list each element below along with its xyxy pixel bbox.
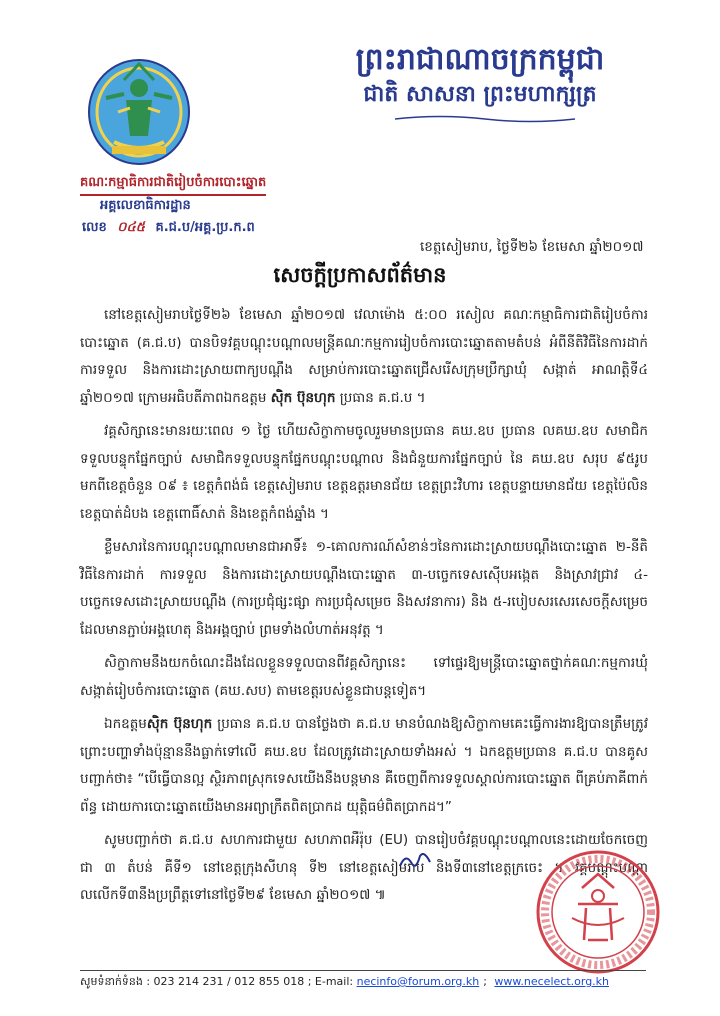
signature-mark: [396, 848, 436, 872]
paragraph-5: [80, 711, 648, 821]
paragraph-5-start: ឯកឧត្តម: [104, 716, 147, 732]
paragraph-1-end: ប្រធាន គ.ជ.ប ។: [335, 389, 426, 406]
document-title: សេចក្តីប្រកាសព័ត៌មាន: [273, 262, 447, 287]
document-body: [80, 302, 648, 916]
national-motto: ជាតិ សាសនា ព្រះមហាក្សត្រ: [363, 81, 597, 107]
paragraph-4: សិក្ខាកាមនឹងយកចំណេះដឹងដែលខ្លួនទទួលបានពីវគ្គសិក្សានេះ ទៅផ្ទេរឱ្យមន្ត្រីបោះឆ្នោតថ្នាក់គណៈកម្មការឃុំ សង្កាត់រៀបចំការបោះឆ្នោត (គឃ.សប) តាមខេត្តរបស់ខ្លួនជាបន្តទៀត។: [80, 655, 648, 699]
footer-contact: សូមទំនាក់ទំនង : 023 214 231 / 012 855 018 ; E-mail: necinfo@forum.org.kh ; www.necelect.org.kh: [80, 975, 610, 988]
president-name: ស៊ិក ប៊ុនហុក: [146, 716, 213, 732]
footer-divider: [80, 970, 646, 971]
email-link[interactable]: necinfo@forum.org.kh: [356, 975, 480, 988]
reference-number: ០៤៥: [117, 220, 145, 235]
paragraph-6: សូមបញ្ជាក់ថា គ.ជ.ប សហការជាមួយ សហភាពអឺរ៉ុប (EU) បានរៀបចំវគ្គបណ្តុះបណ្តាលនេះដោយចែកចេញជា ៣ តំបន់ គឺទី១ នៅខេត្តក្រុងសីហនុ ទី២ នៅខេត្តសៀមរាប និងទី៣នៅខេត្តក្រចេះ ។ វគ្គបណ្តុះបណ្តាលលើកទី៣នឹងប្រព្រឹត្តទៅនៅថ្ងៃទី២៩ ខែមេសា ឆ្នាំ២០១៧ ៕: [80, 832, 648, 903]
paragraph-5-text: ប្រធាន គ.ជ.ប បានថ្លែងថា គ.ជ.ប មានបំណងឱ្យសិក្ខាកាមគេះធ្វើការងារឱ្យបានត្រឹមត្រូវព្រោះបញ្ហាទាំងប៉ុន្មាននឹងធ្លាក់ទៅលើ គឃ.ឧប ដែលត្រូវដោះស្រាយទាំងអស់ ។ ឯកឧត្តមប្រធាន គ.ជ.ប បានគូសបញ្ជាក់ថា៖ “បើធ្វើបានល្អ ស្ថិរភាពស្រុកទេសយើងនឹងបន្តមាន គឺចេញពីការទទួលស្គាល់ការបោះឆ្នោត ពីគ្រប់ភាគីពាក់ព័ន្ធ ដោយការបោះឆ្នោតយើងមានអព្យាក្រឹតពិតប្រាកដ យុត្តិធម៌ពិតប្រាកដ។”: [80, 716, 649, 815]
official-seal-stamp: [532, 848, 664, 976]
website-link[interactable]: www.necelect.org.kh: [494, 975, 610, 988]
nec-logo: [84, 50, 194, 170]
paragraph-1-text: នៅខេត្តសៀមរាបថ្ងៃទី២៦ ខែមេសា ឆ្នាំ២០១៧ វេលាម៉ោង ៥:០០ រសៀល គណៈកម្មាធិការជាតិរៀបចំការបោះឆ្នោត (គ.ជ.ប) បានបិទវគ្គបណ្តុះបណ្តាលមន្ត្រីគណៈកម្មការរៀបចំការបោះឆ្នោតតាមតំបន់ អំពីនីតិវិធីនៃការដាក់ ការទទួល និងការដោះស្រាយពាក្យបណ្តឹង សម្រាប់ការបោះឆ្នោតជ្រើសរើសក្រុមប្រឹក្សាឃុំ សង្កាត់ អាណត្តិទី៤ ឆ្នាំ២០១៧ ក្រោមអធិបតីភាពឯកឧត្តម: [80, 307, 648, 406]
kingdom-title: ព្រះរាជាណាចក្រកម្ពុជា: [355, 42, 605, 77]
reference-label: លេខ: [82, 220, 107, 235]
paragraph-1: [80, 302, 648, 412]
secretariat-name: អគ្គលេខាធិការដ្ឋាន: [100, 198, 191, 213]
ornament-divider: [395, 114, 575, 124]
paragraph-3: ខ្លឹមសារនៃការបណ្តុះបណ្តាលមានជាអាទិ៍៖ ១-គោលការណ៍សំខាន់ៗនៃការដោះស្រាយបណ្តឹងបោះឆ្នោត ២-នីតិវិធីនៃការដាក់ ការទទួល និងការដោះស្រាយបណ្តឹងបោះឆ្នោត ៣-បច្ចេកទេសស៊ើបអង្កេត និងស្រាវជ្រាវ ៤-បច្ចេកទេសដោះស្រាយបណ្តឹង (ការប្រជុំផ្សះផ្សា ការប្រជុំសម្រេច និងសវនាការ) និង ៥-របៀបសរសេរសេចក្តីសម្រេច ដែលមានភ្ជាប់អង្គហេតុ និងអង្គច្បាប់ ព្រមទាំងលំហាត់អនុវត្ត ។: [80, 539, 648, 638]
date-line: ខេត្តសៀមរាប, ថ្ងៃទី២៦ ខែមេសា ឆ្នាំ២០១៧: [420, 239, 644, 255]
reference-suffix: គ.ជ.ប/អគ្គ.ប្រ.ក.ព: [155, 220, 255, 235]
reference-line: [82, 219, 255, 238]
committee-name: គណៈកម្មាធិការជាតិរៀបចំការបោះឆ្នោត: [80, 174, 266, 196]
contact-label: សូមទំនាក់ទំនង : 023 214 231 / 012 855 018 ; E-mail:: [80, 975, 354, 988]
president-name: ស៊ិក ប៊ុនហុក: [270, 389, 336, 406]
paragraph-2: វគ្គសិក្សានេះមានរយៈពេល ១ ថ្ងៃ ហើយសិក្ខាកាមចូលរួមមានប្រធាន គឃ.ឧប ប្រធាន លគឃ.ឧប សមាជិកទទួលបន្ទុកផ្នែកច្បាប់ សមាជិកទទួលបន្ទុកផ្នែកបណ្តុះបណ្តាល និងជំនួយការផ្នែកច្បាប់ នៃ គឃ.ឧប សរុប ៩៥រូប មកពីខេត្តចំនួន ០៩ ៖ ខេត្តកំពង់ធំ ខេត្តសៀមរាប ខេត្តឧត្តរមានជ័យ ខេត្តព្រះវិហារ ខេត្តបន្ទាយមានជ័យ ខេត្តប៉ៃលិន ខេត្តបាត់ដំបង ខេត្តពោធិ៍សាត់ និងខេត្តកំពង់ឆ្នាំង ។: [80, 423, 648, 522]
